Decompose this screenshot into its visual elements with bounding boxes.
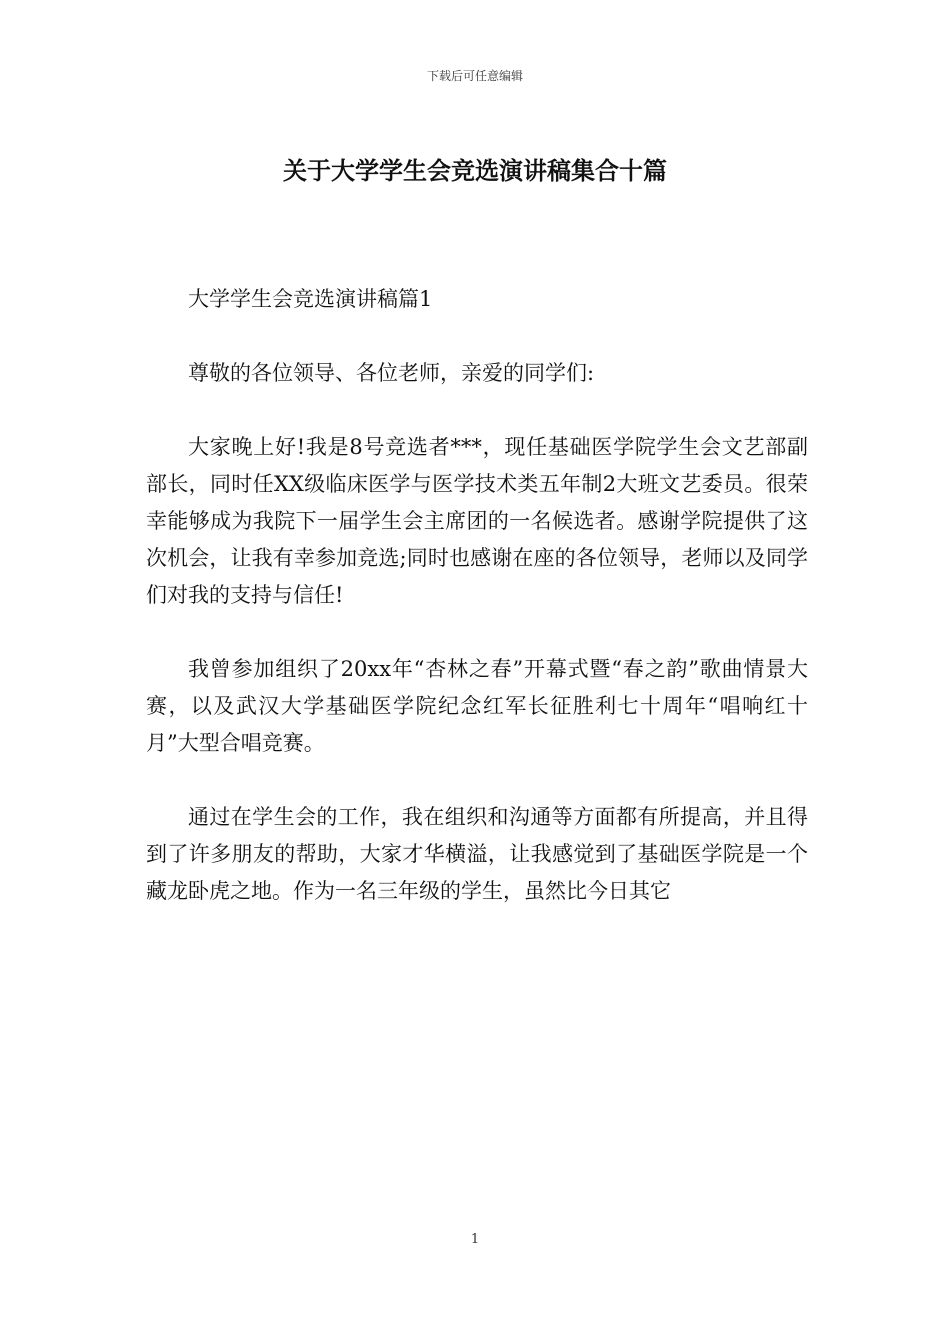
section-heading: 大学学生会竞选演讲稿篇1 [188,287,433,311]
body-paragraph: 通过在学生会的工作，我在组织和沟通等方面都有所提高，并且得到了许多朋友的帮助，大家才华横溢，让我感觉到了基础医学院是一个藏龙卧虎之地。作为一名三年级的学生，虽然比今日其它 [146,805,808,903]
page-number: 1 [470,1232,480,1247]
body-paragraph: 大家晚上好!我是8号竞选者***，现任基础医学院学生会文艺部副部长，同时任XX级临床医学与医学技术类五年制2大班文艺委员。很荣幸能够成为我院下一届学生会主席团的一名候选者。感谢学院提供了这次机会，让我有幸参加竞选;同时也感谢在座的各位领导，老师以及同学们对我的支持与信任! [146,435,808,607]
header-note: 下载后可任意编辑 [426,69,523,83]
document-body [146,281,808,947]
body-paragraph: 我曾参加组织了20xx年“杏林之春”开幕式暨“春之韵”歌曲情景大赛，以及武汉大学基础医学院纪念红军长征胜利七十周年“唱响红十月”大型合唱竞赛。 [146,657,808,755]
salutation-paragraph: 尊敬的各位领导、各位老师，亲爱的同学们: [188,361,595,385]
document-title: 关于大学学生会竞选演讲稿集合十篇 [283,156,667,185]
